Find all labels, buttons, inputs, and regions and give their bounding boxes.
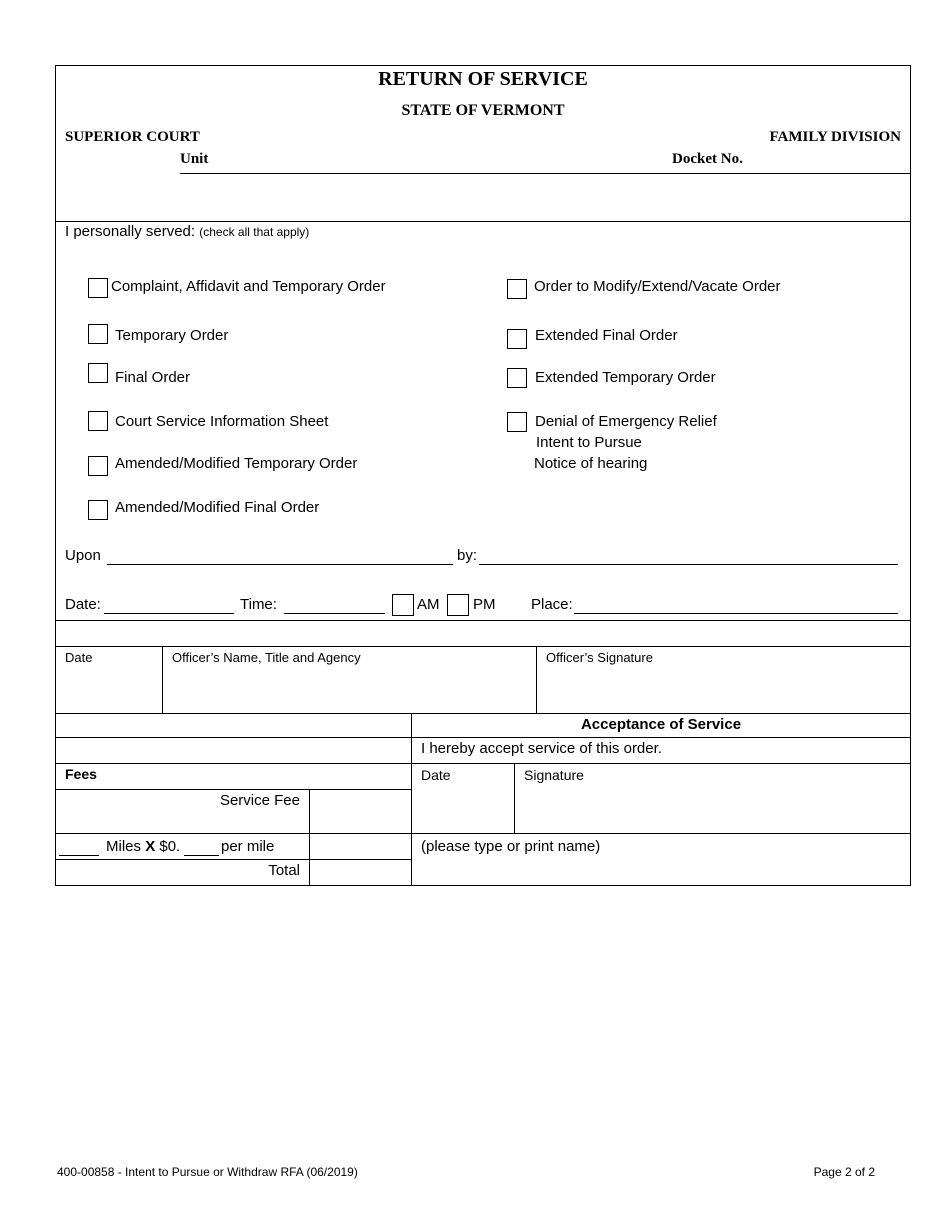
served-intro-note: (check all that apply) xyxy=(199,225,310,239)
acceptance-title: Acceptance of Service xyxy=(580,716,742,733)
date-field[interactable] xyxy=(104,594,238,614)
label-amended-final: Amended/Modified Final Order xyxy=(115,499,320,516)
service-fee-amount[interactable] xyxy=(313,793,411,831)
mileage-amount[interactable] xyxy=(313,837,411,859)
place-label: Place: xyxy=(531,596,573,613)
acceptance-date-header: Date xyxy=(421,767,451,783)
upon-label: Upon xyxy=(65,547,101,564)
label-modify-extend-vacate: Order to Modify/Extend/Vacate Order xyxy=(534,278,781,295)
upon-field[interactable] xyxy=(107,545,457,565)
officer-date-header: Date xyxy=(65,650,93,665)
fees-row-2-rule xyxy=(55,763,911,764)
time-label: Time: xyxy=(240,596,277,613)
docket-field[interactable] xyxy=(760,152,912,174)
label-intent-to-pursue: Intent to Pursue xyxy=(536,434,642,451)
acceptance-signature-area[interactable] xyxy=(519,788,906,828)
checkbox-court-service-info[interactable] xyxy=(88,411,108,431)
checkbox-extended-final[interactable] xyxy=(507,329,527,349)
checkbox-extended-temporary[interactable] xyxy=(507,368,527,388)
time-field[interactable] xyxy=(284,594,389,614)
court-heading: SUPERIOR COURT xyxy=(65,129,200,145)
miles-label: Miles xyxy=(106,838,142,855)
acceptance-statement: I hereby accept service of this order. xyxy=(421,740,662,757)
print-name-label: (please type or print name) xyxy=(421,838,601,855)
officer-name-field[interactable] xyxy=(167,672,535,710)
checkbox-amended-final[interactable] xyxy=(88,500,108,520)
pm-label: PM xyxy=(473,596,496,613)
label-denial-emergency-relief: Denial of Emergency Relief xyxy=(535,413,717,430)
total-amount[interactable] xyxy=(313,862,411,884)
label-extended-final: Extended Final Order xyxy=(535,327,678,344)
by-field[interactable] xyxy=(479,545,902,565)
fees-row-1-rule xyxy=(55,737,911,738)
docket-label: Docket No. xyxy=(672,151,743,167)
total-label: Total xyxy=(268,862,300,879)
served-intro-text: I personally served: xyxy=(65,223,196,240)
division-heading: FAMILY DIVISION xyxy=(769,129,901,145)
miles-text xyxy=(106,838,180,855)
officer-table-top xyxy=(55,620,911,621)
checkbox-am[interactable] xyxy=(392,594,414,616)
checkbox-temporary-order[interactable] xyxy=(88,324,108,344)
miles-count-field[interactable] xyxy=(59,838,103,856)
place-field[interactable] xyxy=(574,594,902,614)
fees-row-5-rule xyxy=(55,859,411,860)
miles-rate: $0. xyxy=(159,838,181,855)
fees-amount-divider xyxy=(309,789,310,886)
officer-signature-area[interactable] xyxy=(541,672,906,708)
served-intro xyxy=(65,223,309,240)
checkbox-complaint-affidavit[interactable] xyxy=(88,278,108,298)
acceptance-date-divider xyxy=(514,763,515,833)
officer-col-divider-2 xyxy=(536,646,537,713)
form-title: RETURN OF SERVICE xyxy=(378,68,588,90)
officer-col-divider-1 xyxy=(162,646,163,713)
by-label: by: xyxy=(457,547,478,564)
form-id: 400-00858 - Intent to Pursue or Withdraw RFA (06/2019) xyxy=(57,1165,358,1179)
acceptance-date-field[interactable] xyxy=(416,788,514,830)
fees-acceptance-divider xyxy=(411,713,412,886)
state-heading: STATE OF VERMONT xyxy=(401,102,565,119)
label-temporary-order: Temporary Order xyxy=(115,327,229,344)
fees-title: Fees xyxy=(65,766,97,782)
unit-label: Unit xyxy=(180,151,209,167)
am-label: AM xyxy=(417,596,440,613)
label-final-order: Final Order xyxy=(115,369,191,386)
officer-date-field[interactable] xyxy=(60,672,162,710)
date-label: Date: xyxy=(65,596,101,613)
officer-name-header: Officer’s Name, Title and Agency xyxy=(172,650,361,665)
checkbox-denial-emergency-relief[interactable] xyxy=(507,412,527,432)
checkbox-final-order[interactable] xyxy=(88,363,108,383)
label-amended-temporary: Amended/Modified Temporary Order xyxy=(115,455,358,472)
label-extended-temporary: Extended Temporary Order xyxy=(535,369,716,386)
officer-table-header-rule xyxy=(55,646,911,647)
miles-x: X xyxy=(145,838,156,855)
page-number: Page 2 of 2 xyxy=(813,1165,875,1179)
per-mile-label: per mile xyxy=(221,838,275,855)
checkbox-amended-temporary[interactable] xyxy=(88,456,108,476)
header-rule xyxy=(55,221,911,222)
checkbox-pm[interactable] xyxy=(447,594,469,616)
fees-row-4-rule xyxy=(55,833,911,834)
label-notice-of-hearing: Notice of hearing xyxy=(534,455,648,472)
label-court-service-info: Court Service Information Sheet xyxy=(115,413,329,430)
miles-rate-field[interactable] xyxy=(184,838,223,856)
service-fee-label: Service Fee xyxy=(219,792,300,809)
label-complaint-affidavit: Complaint, Affidavit and Temporary Order xyxy=(111,278,386,295)
acceptance-signature-header: Signature xyxy=(524,767,584,783)
fees-row-3-rule xyxy=(55,789,411,790)
unit-field[interactable] xyxy=(180,152,484,174)
fees-table-top xyxy=(55,713,911,714)
checkbox-modify-extend-vacate[interactable] xyxy=(507,279,527,299)
officer-signature-header: Officer’s Signature xyxy=(546,650,653,665)
